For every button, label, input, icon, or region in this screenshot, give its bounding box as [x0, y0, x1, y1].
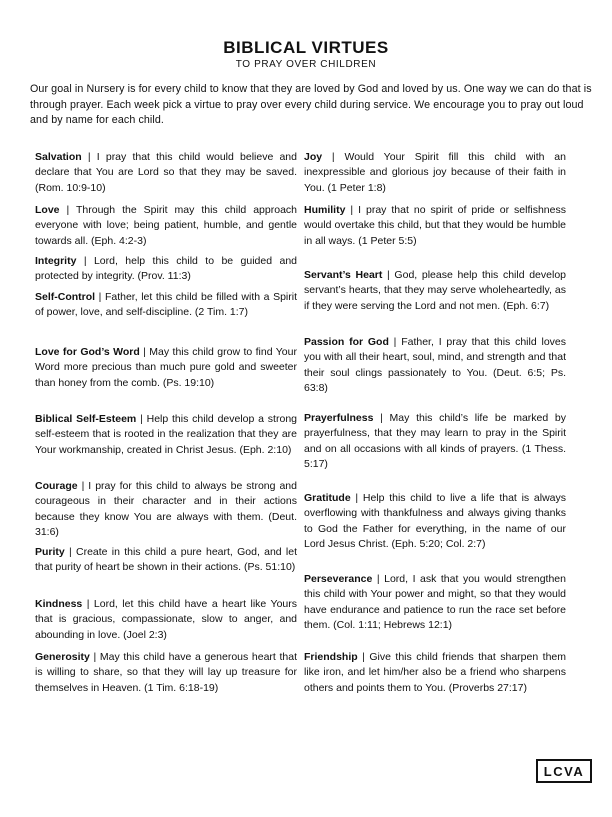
virtue-prayer: | God, please help this child develop servant’s hearts, that they may serve wholeheartedly, as if they were serving the Lord and not men. (Eph. 6:7) [304, 269, 566, 312]
virtue-name: Love [35, 204, 60, 216]
virtue-courage [35, 479, 297, 541]
virtue-biblical-self-esteem [35, 412, 297, 458]
virtue-name: Courage [35, 480, 78, 492]
virtue-name: Gratitude [304, 492, 351, 504]
virtue-name: Purity [35, 546, 65, 558]
virtue-love-for-gods-word [35, 345, 297, 391]
virtue-prayer: | Lord, help this child to be guided and protected by integrity. (Prov. 11:3) [35, 255, 297, 283]
page-title: BIBLICAL VIRTUES [223, 38, 389, 57]
virtue-prayer: | Help this child develop a strong self-esteem that is rooted in the realization that they are Your workmanship, created in Christ Jesus. (Eph. 2:10) [35, 413, 297, 456]
virtue-prayer: | Would Your Spirit fill this child with an inexpressible and glorious joy because of their faith in You. (1 Peter 1:8) [304, 151, 566, 194]
virtue-name: Kindness [35, 598, 83, 610]
virtue-name: Passion for God [304, 336, 389, 348]
virtue-purity [35, 545, 297, 576]
virtue-prayer: | I pray for this child to always be strong and courageous in their character and in their actions because they know You are always with them. (Deut. 31:6) [35, 480, 297, 539]
virtue-prayer: | Father, let this child be filled with a Spirit of power, love, and self-discipline. (2 Tim. 1:7) [35, 291, 297, 319]
virtue-prayer: | Lord, I ask that you would strengthen this child with Your power and might, so that they would have endurance and patience to run the race set before them. (Col. 1:11; Hebrews 12:1) [304, 573, 566, 632]
virtue-name: Salvation [35, 151, 82, 163]
virtue-name: Humility [304, 204, 346, 216]
virtue-name: Servant’s Heart [304, 269, 383, 281]
virtue-generosity [35, 650, 297, 696]
virtue-prayer: | Lord, let this child have a heart like Yours that is gracious, compassionate, slow to anger, and abounding in love. (Joel 2:3) [35, 598, 297, 641]
page-subtitle: TO PRAY OVER CHILDREN [235, 59, 377, 70]
virtue-prayer: | May this child have a generous heart that is willing to share, so that they will lay up treasure for themselves in Heaven. (1 Tim. 6:18-19) [35, 651, 297, 694]
virtue-name: Integrity [35, 255, 77, 267]
virtue-prayer: | May this child’s life be marked by prayerfulness, that they may learn to pray in the Spirit and on all occasions with all kinds of prayers. (1 Thess. 5:17) [304, 412, 566, 471]
virtue-prayer: | I pray that no spirit of pride or selfishness would overtake this child, but that they would be humble in all ways. (1 Peter 5:5) [304, 204, 566, 247]
intro-paragraph: Our goal in Nursery is for every child to know that they are loved by God and loved by us. One way we can do that is through prayer. Each week pick a virtue to pray over every child during service. We encourage you to pray out loud and by name for each child. [30, 83, 592, 126]
virtue-name: Generosity [35, 651, 90, 663]
virtue-love [35, 203, 297, 249]
virtue-name: Love for God’s Word [35, 346, 140, 358]
virtue-prayerfulness [304, 411, 566, 473]
lcva-logo: LCVA [536, 759, 592, 783]
virtue-salvation [35, 150, 297, 196]
virtue-friendship [304, 650, 566, 696]
virtue-name: Perseverance [304, 573, 373, 585]
virtue-name: Prayerfulness [304, 412, 374, 424]
virtue-prayer: | May this child grow to find Your Word more precious than much pure gold and sweeter than honey from the comb. (Ps. 19:10) [35, 346, 297, 389]
virtue-humility [304, 203, 566, 249]
virtue-prayer: | Create in this child a pure heart, God, and let that purity of heart be shown in their actions. (Ps. 51:10) [35, 546, 297, 574]
virtue-integrity [35, 254, 297, 285]
virtue-name: Friendship [304, 651, 358, 663]
virtue-prayer: | Father, I pray that this child loves you with all their heart, soul, mind, and strength and that their soul clings passionately to You. (Deut. 6:5; Ps. 63:8) [304, 336, 567, 395]
virtue-prayer: | Give this child friends that sharpen them like iron, and let him/her also be a friend who sharpens others and points them to You. (Proverbs 27:17) [304, 651, 566, 694]
virtue-name: Self-Control [35, 291, 96, 303]
virtue-joy [304, 150, 566, 196]
virtue-passion-for-god [304, 335, 566, 397]
virtue-prayer: | I pray that this child would believe and declare that You are Lord so that they may be saved. (Rom. 10:9-10) [35, 151, 297, 194]
virtue-perseverance [304, 572, 566, 634]
virtue-prayer: | Through the Spirit may this child approach everyone with love; being patient, humble, and gentle towards all. (Eph. 4:2-3) [35, 204, 297, 247]
virtue-name: Joy [304, 151, 323, 163]
virtue-self-control [35, 290, 297, 321]
virtue-kindness [35, 597, 297, 643]
virtue-gratitude [304, 491, 566, 553]
virtue-servants-heart [304, 268, 566, 314]
virtue-name: Biblical Self-Esteem [35, 413, 137, 425]
virtue-prayer: | Help this child to live a life that is always overflowing with thankfulness and always giving thanks to God the Father for everything, in the name of our Lord Jesus Christ. (Eph. 5:20; Col. 2:7) [304, 492, 566, 551]
